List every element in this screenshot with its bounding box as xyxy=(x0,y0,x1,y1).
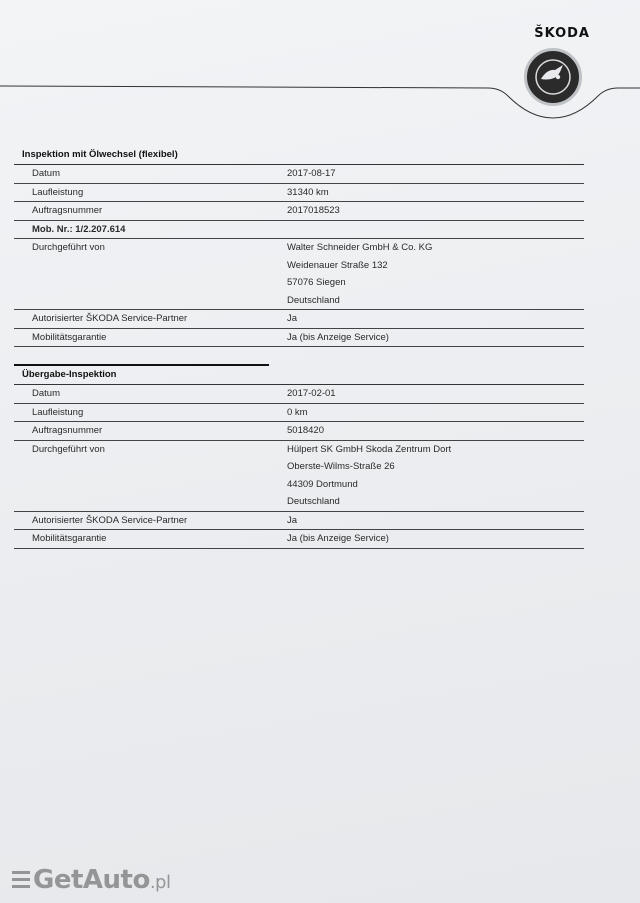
row-value xyxy=(287,385,584,403)
table-row xyxy=(14,422,584,441)
value-line: 2017018523 xyxy=(287,205,340,216)
section-title: Inspektion mit Ölwechsel (flexibel) xyxy=(14,146,584,165)
value-line: 44309 Dortmund xyxy=(287,478,358,490)
table-row xyxy=(14,329,584,348)
value-line: Deutschland xyxy=(287,496,340,507)
value-line: Weidenauer Straße 132 xyxy=(287,259,388,271)
row-label: Durchgeführt von xyxy=(32,443,105,455)
value-line: 31340 km xyxy=(287,186,329,198)
table-row xyxy=(14,385,584,404)
brand-wordmark: ŠKODA xyxy=(534,26,590,41)
row-value xyxy=(287,422,584,440)
row-label: Durchgeführt von xyxy=(32,242,105,253)
value-line: Hülpert SK GmbH Skoda Zentrum Dort xyxy=(287,443,452,455)
section-title: Übergabe-Inspektion xyxy=(14,366,584,385)
value-line: Ja (bis Anzeige Service) xyxy=(287,331,389,343)
row-value xyxy=(287,329,584,347)
table-row xyxy=(14,310,584,329)
table-row xyxy=(14,202,584,221)
row-value xyxy=(287,404,584,422)
value-line: Deutschland xyxy=(287,294,340,306)
row-label: Autorisierter ŠKODA Service-Partner xyxy=(32,514,188,526)
row-value xyxy=(287,202,584,220)
table-row xyxy=(14,530,584,549)
row-label: Laufleistung xyxy=(32,186,84,198)
table-row xyxy=(14,404,584,423)
table-row xyxy=(14,512,584,531)
row-label: Mob. Nr.: 1/2.207.614 xyxy=(32,223,126,235)
value-line: 57076 Siegen xyxy=(287,277,346,288)
row-label: Datum xyxy=(32,388,60,399)
row-label: Mobilitätsgarantie xyxy=(32,331,107,343)
table-row xyxy=(14,184,584,203)
table-row xyxy=(14,239,584,310)
skoda-arrow-logo-icon xyxy=(524,48,582,106)
row-value xyxy=(287,441,584,511)
value-line: Ja xyxy=(287,313,298,324)
value-line: 2017-08-17 xyxy=(287,168,336,179)
value-line: 2017-02-01 xyxy=(287,388,336,399)
row-value xyxy=(287,184,584,202)
table-row xyxy=(14,221,584,240)
value-line: Ja (bis Anzeige Service) xyxy=(287,533,389,544)
row-label: Auftragsnummer xyxy=(32,205,103,216)
table-row xyxy=(14,165,584,184)
inspection-oil-change-section xyxy=(14,146,584,347)
watermark-bars-icon xyxy=(12,871,30,889)
row-value xyxy=(287,512,584,530)
row-label: Mobilitätsgarantie xyxy=(32,533,107,544)
value-line: 0 km xyxy=(287,406,308,418)
row-value xyxy=(287,310,584,328)
value-line: Ja xyxy=(287,514,298,526)
table-row xyxy=(14,441,584,512)
value-line: Oberste-Wilms-Straße 26 xyxy=(287,461,395,472)
value-line: Walter Schneider GmbH & Co. KG xyxy=(287,242,433,253)
getauto-watermark: GetAuto.pl xyxy=(12,865,170,895)
row-value xyxy=(287,530,584,548)
row-label: Auftragsnummer xyxy=(32,425,103,436)
row-label: Laufleistung xyxy=(32,406,84,418)
value-line: 5018420 xyxy=(287,425,324,436)
handover-inspection-section xyxy=(14,366,584,549)
row-value xyxy=(287,165,584,183)
row-label: Autorisierter ŠKODA Service-Partner xyxy=(32,313,188,324)
row-value xyxy=(287,239,584,309)
row-label: Datum xyxy=(32,168,60,179)
